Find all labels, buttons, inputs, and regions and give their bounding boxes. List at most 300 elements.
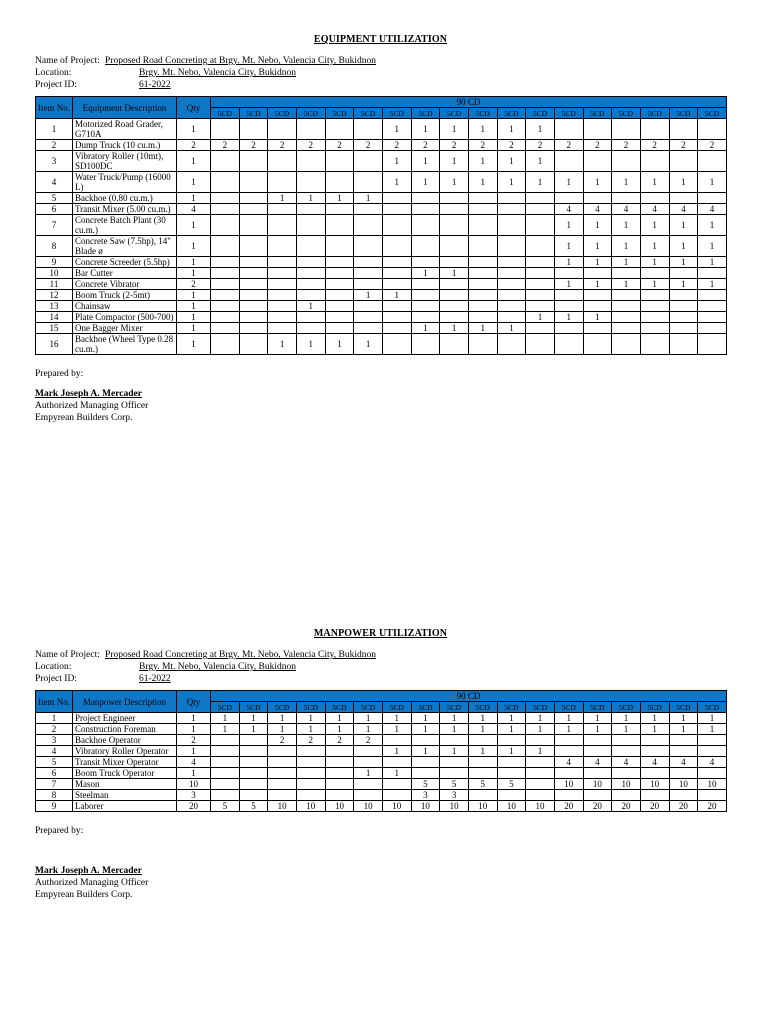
period-cell	[211, 312, 240, 323]
period-cell	[325, 323, 354, 334]
period-cell	[211, 257, 240, 268]
period-cell	[211, 236, 240, 257]
period-cell: 1	[612, 257, 641, 268]
period-cell: 2	[325, 140, 354, 151]
qty-cell: 2	[177, 140, 211, 151]
item-no-cell: 6	[36, 768, 73, 779]
period-cell	[211, 193, 240, 204]
table-row	[36, 768, 727, 779]
period-cell: 1	[583, 312, 612, 323]
period-cell	[268, 290, 297, 301]
period-cell	[382, 279, 411, 290]
period-cell: 10	[612, 779, 641, 790]
period-cell: 10	[698, 779, 727, 790]
header-period-3: 5CD	[268, 702, 297, 713]
period-cell	[698, 268, 727, 279]
period-cell: 5	[497, 779, 526, 790]
header-period-15: 5CD	[612, 702, 641, 713]
period-cell: 10	[669, 779, 698, 790]
period-cell	[354, 172, 383, 193]
period-cell	[669, 746, 698, 757]
period-cell	[411, 279, 440, 290]
period-cell	[411, 236, 440, 257]
period-cell: 1	[497, 323, 526, 334]
period-cell	[669, 790, 698, 801]
header-period-14: 5CD	[583, 702, 612, 713]
period-cell: 2	[354, 140, 383, 151]
period-cell	[440, 768, 469, 779]
period-cell	[411, 215, 440, 236]
period-cell	[239, 119, 268, 140]
period-cell	[468, 768, 497, 779]
period-cell	[583, 323, 612, 334]
header-item-no: Item No.	[36, 97, 73, 119]
period-cell: 4	[669, 757, 698, 768]
period-cell	[669, 312, 698, 323]
period-cell	[698, 290, 727, 301]
period-cell	[554, 790, 583, 801]
period-cell	[211, 779, 240, 790]
period-cell	[382, 204, 411, 215]
table-row	[36, 236, 727, 257]
equipment-table-body	[36, 119, 727, 355]
period-cell: 1	[526, 713, 555, 724]
qty-cell: 1	[177, 151, 211, 172]
period-cell	[698, 193, 727, 204]
period-cell: 1	[382, 768, 411, 779]
period-cell: 1	[497, 746, 526, 757]
header-qty: Qty	[177, 97, 211, 119]
period-cell: 1	[411, 268, 440, 279]
period-cell	[211, 151, 240, 172]
period-cell	[296, 757, 325, 768]
period-cell: 2	[296, 140, 325, 151]
period-cell	[440, 257, 469, 268]
period-cell: 1	[554, 724, 583, 735]
location-value: Brgy. Mt. Nebo, Valencia City, Bukidnon	[139, 68, 297, 78]
period-cell: 1	[268, 724, 297, 735]
period-cell: 1	[583, 724, 612, 735]
period-cell	[211, 746, 240, 757]
period-cell	[583, 790, 612, 801]
table-row	[36, 279, 727, 290]
period-cell	[296, 172, 325, 193]
period-cell	[583, 290, 612, 301]
period-cell	[325, 746, 354, 757]
period-cell: 1	[354, 724, 383, 735]
period-cell	[239, 279, 268, 290]
period-cell: 1	[296, 724, 325, 735]
table-row	[36, 140, 727, 151]
period-cell	[382, 757, 411, 768]
description-cell: Bar Cutter	[73, 268, 177, 279]
qty-cell: 1	[177, 290, 211, 301]
period-cell: 10	[354, 801, 383, 812]
period-cell: 1	[382, 290, 411, 301]
period-cell: 10	[554, 779, 583, 790]
signatory-title: Authorized Managing Officer	[35, 401, 149, 411]
period-cell: 2	[640, 140, 669, 151]
period-cell: 1	[698, 713, 727, 724]
period-cell: 1	[640, 215, 669, 236]
item-no-cell: 7	[36, 215, 73, 236]
qty-cell: 1	[177, 257, 211, 268]
period-cell: 1	[268, 713, 297, 724]
header-period-7: 5CD	[382, 702, 411, 713]
period-cell	[669, 268, 698, 279]
period-cell: 1	[354, 290, 383, 301]
period-cell: 1	[669, 236, 698, 257]
period-cell	[296, 312, 325, 323]
period-cell	[296, 279, 325, 290]
period-cell	[268, 768, 297, 779]
period-cell	[698, 334, 727, 355]
table-row	[36, 334, 727, 355]
period-cell	[468, 757, 497, 768]
period-cell	[354, 151, 383, 172]
description-cell: Boom Truck (2-5mt)	[73, 290, 177, 301]
period-cell: 1	[325, 193, 354, 204]
period-cell	[468, 193, 497, 204]
period-cell	[526, 779, 555, 790]
item-no-cell: 10	[36, 268, 73, 279]
period-cell: 4	[669, 204, 698, 215]
period-cell	[239, 779, 268, 790]
period-cell	[239, 301, 268, 312]
item-no-cell: 1	[36, 713, 73, 724]
period-cell	[239, 312, 268, 323]
period-cell: 10	[440, 801, 469, 812]
header-period-16: 5CD	[640, 702, 669, 713]
header-period-7: 5CD	[382, 108, 411, 119]
period-cell: 1	[669, 713, 698, 724]
table-row	[36, 746, 727, 757]
table-row	[36, 151, 727, 172]
equipment-signature-block	[35, 368, 726, 424]
period-cell	[325, 119, 354, 140]
table-row	[36, 215, 727, 236]
period-cell: 1	[669, 279, 698, 290]
project-id-value: 61-2022	[139, 80, 171, 90]
period-cell	[526, 193, 555, 204]
period-cell: 1	[296, 301, 325, 312]
item-no-cell: 13	[36, 301, 73, 312]
header-period-6: 5CD	[354, 702, 383, 713]
prepared-by-label: Prepared by:	[35, 826, 84, 836]
period-cell	[211, 204, 240, 215]
period-cell	[640, 323, 669, 334]
period-cell	[239, 193, 268, 204]
table-row	[36, 312, 727, 323]
period-cell	[497, 768, 526, 779]
period-cell: 1	[468, 151, 497, 172]
item-no-cell: 16	[36, 334, 73, 355]
period-cell: 2	[583, 140, 612, 151]
period-cell	[354, 257, 383, 268]
qty-cell: 1	[177, 172, 211, 193]
period-cell	[211, 334, 240, 355]
item-no-cell: 1	[36, 119, 73, 140]
item-no-cell: 2	[36, 724, 73, 735]
header-period-13: 5CD	[554, 702, 583, 713]
table-row	[36, 172, 727, 193]
period-cell: 1	[583, 215, 612, 236]
header-period-10: 5CD	[468, 702, 497, 713]
period-cell	[497, 312, 526, 323]
period-cell: 4	[583, 204, 612, 215]
description-cell: Transit Mixer (5.00 cu.m.)	[73, 204, 177, 215]
period-cell	[411, 312, 440, 323]
period-cell	[468, 290, 497, 301]
period-cell	[526, 236, 555, 257]
period-cell	[296, 268, 325, 279]
header-period-9: 5CD	[440, 702, 469, 713]
period-cell: 3	[411, 790, 440, 801]
period-cell: 1	[468, 323, 497, 334]
period-cell	[382, 323, 411, 334]
period-cell	[325, 151, 354, 172]
signatory-title: Authorized Managing Officer	[35, 878, 149, 888]
period-cell	[698, 301, 727, 312]
period-cell	[612, 268, 641, 279]
equipment-section	[35, 34, 726, 424]
header-period-2: 5CD	[239, 702, 268, 713]
period-cell	[382, 215, 411, 236]
period-cell: 1	[239, 713, 268, 724]
period-cell	[612, 735, 641, 746]
period-cell	[612, 334, 641, 355]
period-cell	[698, 746, 727, 757]
period-cell	[583, 119, 612, 140]
period-cell	[554, 268, 583, 279]
period-cell	[268, 790, 297, 801]
period-cell	[612, 768, 641, 779]
table-row	[36, 268, 727, 279]
period-cell	[497, 215, 526, 236]
period-cell	[411, 301, 440, 312]
period-cell: 1	[468, 119, 497, 140]
qty-cell: 1	[177, 746, 211, 757]
period-cell: 1	[526, 151, 555, 172]
qty-cell: 1	[177, 768, 211, 779]
project-name-label: Name of Project:	[35, 56, 100, 66]
period-cell	[382, 236, 411, 257]
period-cell: 1	[669, 215, 698, 236]
period-cell	[325, 301, 354, 312]
period-cell: 2	[669, 140, 698, 151]
period-cell	[268, 301, 297, 312]
period-cell	[583, 768, 612, 779]
manpower-section	[35, 628, 726, 901]
period-cell	[239, 757, 268, 768]
header-duration: 90 CD	[211, 97, 727, 108]
header-period-11: 5CD	[497, 702, 526, 713]
period-cell: 1	[640, 724, 669, 735]
description-cell: Vibratory Roller Operator	[73, 746, 177, 757]
period-cell	[239, 151, 268, 172]
period-cell	[211, 215, 240, 236]
period-cell: 1	[382, 713, 411, 724]
period-cell	[239, 257, 268, 268]
prepared-by-label: Prepared by:	[35, 369, 84, 379]
period-cell	[640, 301, 669, 312]
period-cell	[468, 204, 497, 215]
period-cell	[268, 119, 297, 140]
period-cell	[382, 735, 411, 746]
project-name-label: Name of Project:	[35, 650, 100, 660]
period-cell	[382, 779, 411, 790]
period-cell: 1	[497, 724, 526, 735]
table-row	[36, 713, 727, 724]
period-cell	[612, 312, 641, 323]
manpower-project-info	[35, 649, 726, 685]
period-cell: 2	[497, 140, 526, 151]
period-cell	[612, 323, 641, 334]
period-cell: 1	[698, 172, 727, 193]
period-cell: 5	[468, 779, 497, 790]
period-cell: 1	[268, 193, 297, 204]
equipment-project-info	[35, 55, 726, 91]
period-cell: 1	[526, 724, 555, 735]
period-cell	[440, 334, 469, 355]
period-cell	[497, 268, 526, 279]
period-cell: 2	[554, 140, 583, 151]
period-cell	[497, 757, 526, 768]
period-cell: 10	[526, 801, 555, 812]
period-cell	[239, 215, 268, 236]
period-cell: 1	[640, 172, 669, 193]
description-cell: Laborer	[73, 801, 177, 812]
period-cell	[440, 279, 469, 290]
period-cell	[526, 279, 555, 290]
manpower-title: MANPOWER UTILIZATION	[313, 628, 448, 639]
period-cell	[211, 323, 240, 334]
header-period-3: 5CD	[268, 108, 297, 119]
signatory-company: Empyrean Builders Corp.	[35, 890, 133, 900]
period-cell: 2	[411, 140, 440, 151]
period-cell	[640, 268, 669, 279]
period-cell	[440, 193, 469, 204]
qty-cell: 1	[177, 312, 211, 323]
period-cell: 1	[612, 236, 641, 257]
period-cell	[382, 268, 411, 279]
period-cell: 20	[612, 801, 641, 812]
period-cell: 1	[354, 768, 383, 779]
period-cell: 1	[612, 713, 641, 724]
period-cell	[296, 215, 325, 236]
period-cell	[468, 236, 497, 257]
period-cell	[268, 215, 297, 236]
period-cell: 10	[640, 779, 669, 790]
period-cell: 1	[296, 334, 325, 355]
period-cell: 1	[411, 724, 440, 735]
period-cell: 1	[440, 151, 469, 172]
period-cell: 1	[239, 724, 268, 735]
location-label: Location:	[35, 662, 72, 672]
period-cell	[440, 301, 469, 312]
table-row	[36, 724, 727, 735]
period-cell	[411, 193, 440, 204]
period-cell	[239, 172, 268, 193]
period-cell	[583, 334, 612, 355]
period-cell	[554, 735, 583, 746]
period-cell: 1	[554, 257, 583, 268]
signatory-name: Mark Joseph A. Mercader	[35, 866, 142, 876]
description-cell: Mason	[73, 779, 177, 790]
period-cell	[296, 768, 325, 779]
header-period-1: 5CD	[211, 702, 240, 713]
period-cell: 10	[382, 801, 411, 812]
period-cell: 1	[382, 151, 411, 172]
period-cell: 1	[640, 257, 669, 268]
period-cell: 4	[554, 204, 583, 215]
item-no-cell: 7	[36, 779, 73, 790]
period-cell	[468, 257, 497, 268]
period-cell: 2	[354, 735, 383, 746]
description-cell: Motorized Road Grader, G710A	[73, 119, 177, 140]
qty-cell: 1	[177, 215, 211, 236]
item-no-cell: 14	[36, 312, 73, 323]
period-cell: 2	[268, 140, 297, 151]
header-duration: 90 CD	[211, 691, 727, 702]
description-cell: Concrete Vibrator	[73, 279, 177, 290]
period-cell: 4	[554, 757, 583, 768]
period-cell	[382, 301, 411, 312]
period-cell	[640, 735, 669, 746]
period-cell: 1	[583, 172, 612, 193]
description-cell: Boom Truck Operator	[73, 768, 177, 779]
period-cell: 1	[354, 334, 383, 355]
description-cell: Backhoe (0.80 cu.m.)	[73, 193, 177, 204]
period-cell	[612, 151, 641, 172]
period-cell	[526, 768, 555, 779]
period-cell	[669, 323, 698, 334]
period-cell	[325, 768, 354, 779]
period-cell	[440, 204, 469, 215]
period-cell: 1	[612, 215, 641, 236]
header-period-12: 5CD	[526, 108, 555, 119]
period-cell: 1	[669, 172, 698, 193]
period-cell	[554, 746, 583, 757]
period-cell	[583, 746, 612, 757]
period-cell	[554, 290, 583, 301]
period-cell: 1	[211, 724, 240, 735]
period-cell: 1	[382, 724, 411, 735]
signatory-company: Empyrean Builders Corp.	[35, 413, 133, 423]
period-cell	[325, 236, 354, 257]
period-cell: 10	[497, 801, 526, 812]
header-period-11: 5CD	[497, 108, 526, 119]
item-no-cell: 9	[36, 257, 73, 268]
header-period-9: 5CD	[440, 108, 469, 119]
item-no-cell: 15	[36, 323, 73, 334]
header-period-1: 5CD	[211, 108, 240, 119]
period-cell	[268, 172, 297, 193]
qty-cell: 1	[177, 301, 211, 312]
period-cell: 1	[325, 724, 354, 735]
period-cell	[497, 301, 526, 312]
item-no-cell: 12	[36, 290, 73, 301]
item-no-cell: 3	[36, 735, 73, 746]
qty-cell: 4	[177, 204, 211, 215]
period-cell	[640, 151, 669, 172]
header-period-17: 5CD	[669, 108, 698, 119]
item-no-cell: 8	[36, 236, 73, 257]
period-cell	[325, 257, 354, 268]
period-cell: 2	[296, 735, 325, 746]
table-row	[36, 735, 727, 746]
period-cell: 2	[698, 140, 727, 151]
